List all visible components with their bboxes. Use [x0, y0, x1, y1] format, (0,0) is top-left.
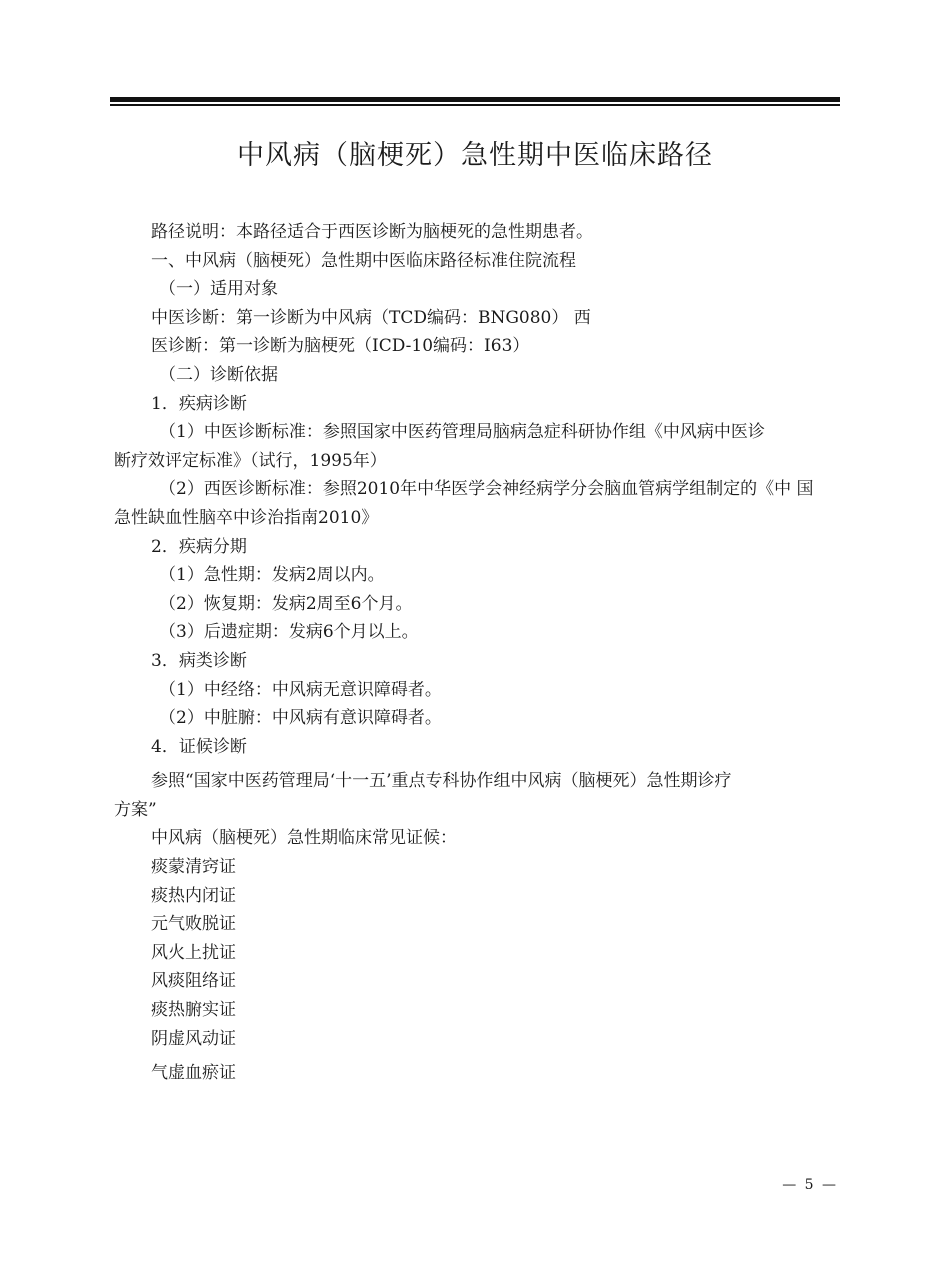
list-item: 痰蒙清窍证: [151, 857, 236, 878]
paragraph-syndrome-reference: 参照“国家中医药管理局‘十一五’重点专科协作组中风病（脑梗死）急性期诊疗: [151, 771, 732, 792]
paragraph-western-standard-cont: 急性缺血性脑卒中诊治指南2010》: [114, 507, 379, 528]
list-item-sequelae: （3）后遗症期：发病6个月以上。: [159, 622, 419, 643]
list-item: 元气败脱证: [151, 914, 236, 935]
list-item: 阴虚风动证: [151, 1028, 236, 1049]
list-item: 风痰阻络证: [151, 971, 236, 992]
subsection-heading-basis: （二）诊断依据: [159, 364, 278, 385]
section-heading-1: 一、中风病（脑梗死）急性期中医临床路径标准住院流程: [151, 250, 576, 271]
paragraph-tcm-diagnosis: 中医诊断：第一诊断为中风病（TCD编码：BNG080） 西: [151, 307, 591, 328]
item-heading-syndrome: 4．证候诊断: [151, 736, 247, 757]
list-item: 风火上扰证: [151, 942, 236, 963]
item-heading-disease-stage: 2．疾病分期: [151, 536, 247, 557]
list-item: 痰热腑实证: [151, 1000, 236, 1021]
list-item-recovery: （2）恢复期：发病2周至6个月。: [159, 593, 413, 614]
paragraph-western-standard: （2）西医诊断标准：参照2010年中华医学会神经病学分会脑血管病学组制定的《中 国: [159, 479, 814, 500]
paragraph-common-syndromes: 中风病（脑梗死）急性期临床常见证候：: [151, 828, 457, 849]
header-rule-thin: [110, 104, 840, 106]
document-body: [114, 218, 842, 1088]
header-rule-thick: [110, 97, 840, 102]
list-item-meridian: （1）中经络：中风病无意识障碍者。: [159, 679, 442, 700]
list-item: 气虚血瘀证: [151, 1063, 236, 1084]
document-title: 中风病（脑梗死）急性期中医临床路径: [237, 140, 713, 171]
subsection-heading-target: （一）适用对象: [159, 279, 278, 300]
paragraph-western-diagnosis: 医诊断：第一诊断为脑梗死（ICD-10编码：I63）: [151, 336, 530, 357]
list-item-acute: （1）急性期：发病2周以内。: [159, 565, 385, 586]
paragraph-syndrome-reference-cont: 方案”: [114, 799, 157, 820]
item-heading-disease-diagnosis: 1．疾病诊断: [151, 393, 247, 414]
paragraph-tcm-standard: （1）中医诊断标准：参照国家中医药管理局脑病急症科研协作组《中风病中医诊: [159, 422, 765, 443]
paragraph-tcm-standard-cont: 断疗效评定标准》（试行，1995年）: [114, 450, 387, 471]
list-item-viscera: （2）中脏腑：中风病有意识障碍者。: [159, 708, 442, 729]
page-number: — 5 —: [782, 1177, 838, 1193]
paragraph-path-note: 路径说明：本路径适合于西医诊断为脑梗死的急性期患者。: [151, 222, 593, 242]
item-heading-disease-type: 3．病类诊断: [151, 650, 247, 671]
list-item: 痰热内闭证: [151, 885, 236, 906]
